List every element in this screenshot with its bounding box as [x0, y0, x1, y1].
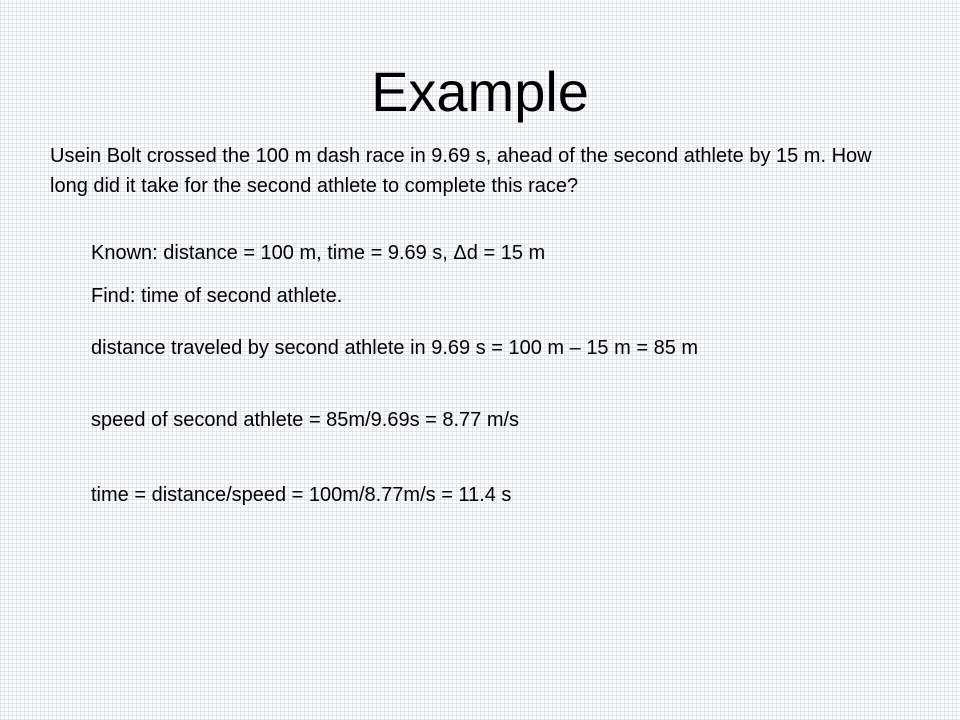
known-values: Known: distance = 100 m, time = 9.69 s, Δd = 15 m	[91, 242, 546, 264]
time-step: time = distance/speed = 100m/8.77m/s = 11.4 s	[91, 484, 512, 506]
problem-statement: Usein Bolt crossed the 100 m dash race in 9.69 s, ahead of the second athlete by 15 m. How long did it take for the second athlete to complete this race?	[50, 145, 872, 197]
distance-step: distance traveled by second athlete in 9.69 s = 100 m – 15 m = 85 m	[91, 337, 699, 359]
speed-step: speed of second athlete = 85m/9.69s = 8.77 m/s	[91, 409, 520, 431]
slide-title: Example	[371, 60, 589, 123]
find-statement: Find: time of second athlete.	[91, 285, 343, 307]
